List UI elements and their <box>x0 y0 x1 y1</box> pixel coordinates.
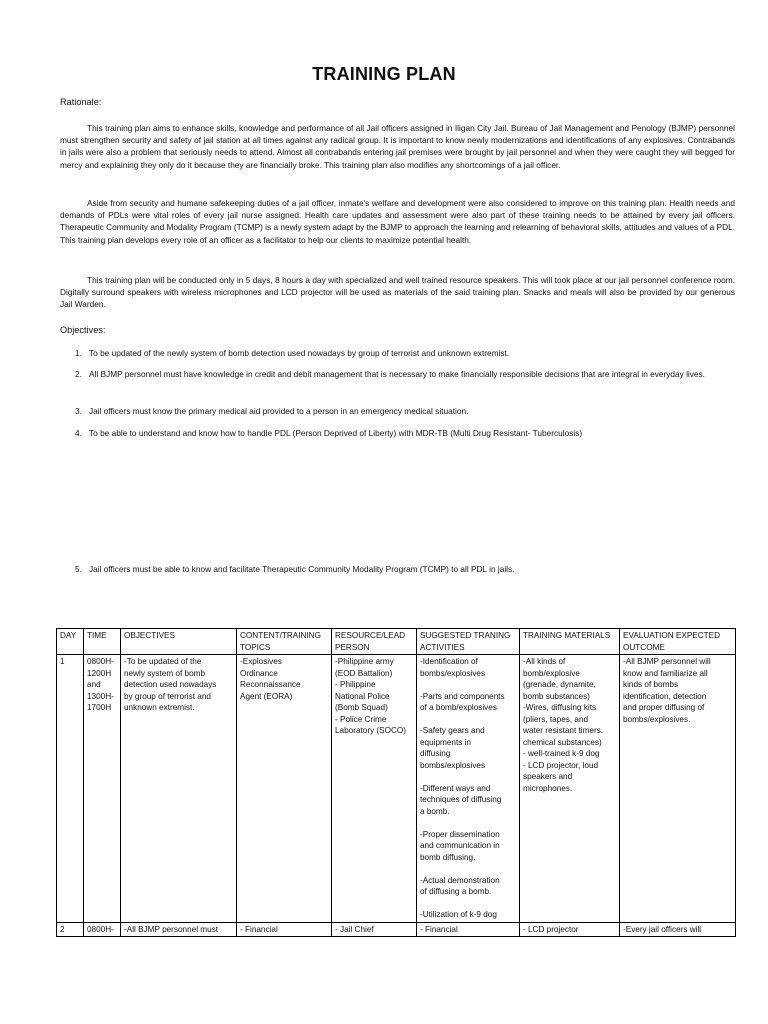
cell-line: -Parts and components <box>420 691 505 701</box>
cell-line: -All BJMP personnel will <box>623 657 711 666</box>
cell-line: -Safety gears and <box>420 726 485 735</box>
cell-evaluation <box>620 655 736 923</box>
cell-materials <box>520 655 620 923</box>
objective-text: Jail officers must be able to know and facilitate Therapeutic Community Modality Program (TCMP) to all PDL in jails. <box>89 564 515 574</box>
cell-line: Laboratory (SOCO) <box>335 726 406 735</box>
cell-line: water resistant timers. <box>523 726 604 735</box>
cell-line: kinds of bombs <box>623 680 679 689</box>
cell-line: of diffusing a bomb. <box>420 887 492 896</box>
cell-line: -Proper dissemination <box>420 829 500 839</box>
objective-item-1 <box>75 347 735 359</box>
cell-line: Reconnaissance <box>240 680 301 689</box>
cell-line: National Police <box>335 691 390 701</box>
cell-line: and <box>87 680 101 689</box>
cell-line: - LCD projector <box>523 924 579 934</box>
cell-topics <box>237 655 332 923</box>
cell-spacer <box>420 679 516 691</box>
cell-line: - Financial <box>420 924 458 934</box>
rationale-label: Rationale: <box>60 97 102 107</box>
cell-line: Agent (EORA) <box>240 691 293 701</box>
cell-activities <box>417 655 520 923</box>
objective-number: 4. <box>75 428 82 438</box>
cell-line: 0800H- <box>87 924 114 934</box>
cell-line: (grenade, dynamite, <box>523 680 596 689</box>
cell-resource <box>332 922 417 937</box>
objectives-label: Objectives: <box>60 325 106 335</box>
cell-line: - Police Crime <box>335 714 387 724</box>
cell-line: - Jail Chief <box>335 924 374 934</box>
cell-line: -To be updated of the <box>124 657 202 666</box>
cell-line: chemical substances) <box>523 737 602 747</box>
objective-text: To be updated of the newly system of bomb detection used nowadays by group of terrorist and unknown extremist. <box>89 348 510 358</box>
cell-spacer <box>420 714 516 726</box>
cell-line: equipments in <box>420 737 471 747</box>
cell-objectives <box>121 922 237 937</box>
cell-line: -Utilization of k-9 dog <box>420 910 497 919</box>
cell-line: (Bomb Squad) <box>335 703 388 712</box>
cell-line: of a bomb/explosives <box>420 703 497 712</box>
header-time: TIME <box>84 629 121 655</box>
header-resource: RESOURCE/LEAD PERSON <box>332 629 417 655</box>
cell-line: techniques of diffusing <box>420 795 502 804</box>
cell-objectives <box>121 655 237 923</box>
objective-number: 3. <box>75 406 82 416</box>
objective-text: To be able to understand and know how to handle PDL (Person Deprived of Liberty) with MDR-TB (Multi Drug Resistant- Tuberculosis) <box>89 428 583 438</box>
cell-line: bombs/explosives <box>420 668 486 678</box>
cell-line: -All BJMP personnel must <box>124 924 219 934</box>
header-objectives: OBJECTIVES <box>121 629 237 655</box>
table-row <box>57 922 736 937</box>
cell-spacer <box>420 771 516 783</box>
cell-line: -All kinds of <box>523 657 566 666</box>
cell-activities <box>417 922 520 937</box>
cell-line: microphones. <box>523 783 573 793</box>
cell-line: detection used nowadays <box>124 680 217 689</box>
cell-evaluation <box>620 922 736 937</box>
cell-line: bomb/explosive <box>523 668 580 678</box>
cell-line: - Philippine <box>335 680 376 689</box>
cell-line: know and familiarize all <box>623 668 708 678</box>
cell-day: 1 <box>57 655 84 923</box>
cell-topics <box>237 922 332 937</box>
cell-line: 1300H- <box>87 691 114 701</box>
objective-item-2 <box>75 368 735 380</box>
objective-item-3 <box>75 405 735 417</box>
cell-line: -Wires, diffusing kits <box>523 703 597 712</box>
cell-spacer <box>420 817 516 829</box>
cell-line: 1200H <box>87 668 112 678</box>
table-header-row <box>57 629 736 655</box>
header-activities: SUGGESTED TRANING ACTIVITIES <box>417 629 520 655</box>
objective-number: 5. <box>75 564 82 574</box>
cell-spacer <box>420 863 516 875</box>
header-topics: CONTENT/TRAINING TOPICS <box>237 629 332 655</box>
cell-line: -Philippine army <box>335 657 394 666</box>
rationale-paragraph-2: Aside from security and humane safekeeping duties of a jail officer, inmate's welfare and development were also considered to improve on this training plan. Health needs and demands of PDLs were vital roles of every jail nurse assigned. Health care updates and assessment were also part of these training needs to be attained by every jail officers. Therapeutic Community and Modality Program (TCMP) is a newly system adapt by the BJMP to approach the learning and relearning of behavioral skills, attitudes and values of a PDL. This training plan develops every role of an officer as a facilitator to help our clients to maximize potential health. <box>60 198 735 245</box>
cell-line: speakers and <box>523 772 573 781</box>
cell-line: -Explosives <box>240 657 282 666</box>
cell-line: bomb diffusing. <box>420 852 476 862</box>
training-plan-table <box>56 628 736 937</box>
cell-line: by group of terrorist and <box>124 691 211 701</box>
cell-day: 2 <box>57 922 84 937</box>
cell-line: - LCD projector, loud <box>523 760 599 770</box>
cell-line: (EOD Battalion) <box>335 668 393 678</box>
cell-line: and communication in <box>420 841 500 850</box>
cell-line: -Different ways and <box>420 783 491 793</box>
cell-time <box>84 922 121 937</box>
objective-text: Jail officers must know the primary medical aid provided to a person in an emergency medical situation. <box>89 406 469 416</box>
objective-text: All BJMP personnel must have knowledge in credit and debit management that is necessary to make financially responsible decisions that are integral in everyday lives. <box>89 369 705 379</box>
objective-number: 2. <box>75 369 82 379</box>
header-materials: TRAINING MATERIALS <box>520 629 620 655</box>
cell-line: Ordinance <box>240 668 278 678</box>
cell-line: a bomb. <box>420 806 450 816</box>
cell-line: diffusing <box>420 749 451 758</box>
cell-line: 1700H <box>87 703 112 712</box>
cell-materials <box>520 922 620 937</box>
cell-line: -Actual demonstration <box>420 875 500 885</box>
objective-item-4 <box>75 427 735 439</box>
objective-item-5 <box>75 563 735 575</box>
rationale-paragraph-1: This training plan aims to enhance skills, knowledge and performance of all Jail officers assigned in Iligan City Jail. Bureau of Jail Management and Penology (BJMP) personnel must strengthen security and safety of jail station at all times against any radical group. It is important to know newly modernizations and identifications of any explosives. Contrabands in jails were also a problem that seriously needs to attend. Almost all contrabands entering jail premises were brought by jail personnel and when they were caught they will begged for mercy and explaining they only do it because they are financially broke. This training plan also modifies any shortcomings of a jail officer. <box>60 123 735 170</box>
table-row <box>57 655 736 923</box>
cell-resource <box>332 655 417 923</box>
cell-line: bombs/explosives <box>420 760 486 770</box>
cell-line: (pliers, tapes, and <box>523 714 589 724</box>
cell-line: -Every jail officers will <box>623 924 702 934</box>
cell-line: identification, detection <box>623 691 707 701</box>
cell-line: 0800H- <box>87 657 114 666</box>
cell-line: - well-trained k-9 dog <box>523 749 600 758</box>
page-title: TRAINING PLAN <box>312 64 456 84</box>
cell-time <box>84 655 121 923</box>
cell-line: unknown extremist. <box>124 703 195 712</box>
header-day: DAY <box>57 629 84 655</box>
objective-number: 1. <box>75 348 82 358</box>
header-evaluation: EVALUATION EXPECTED OUTCOME <box>620 629 736 655</box>
cell-line: -Identification of <box>420 657 478 666</box>
rationale-paragraph-3: This training plan will be conducted only in 5 days, 8 hours a day with specialized and well trained resource speakers. This will took place at our jail personnel conference room. Digitally surround speakers with wireless microphones and LCD projector will be used as materials of the said training plan. Snacks and meals will also be provided by our generous Jail Warden. <box>60 275 735 310</box>
cell-line: bombs/explosives. <box>623 714 691 724</box>
cell-line: bomb substances) <box>523 691 590 701</box>
cell-line: newly system of bomb <box>124 668 205 678</box>
cell-line: and proper diffusing of <box>623 703 705 712</box>
cell-spacer <box>420 898 516 910</box>
cell-line: - Financial <box>240 924 278 934</box>
